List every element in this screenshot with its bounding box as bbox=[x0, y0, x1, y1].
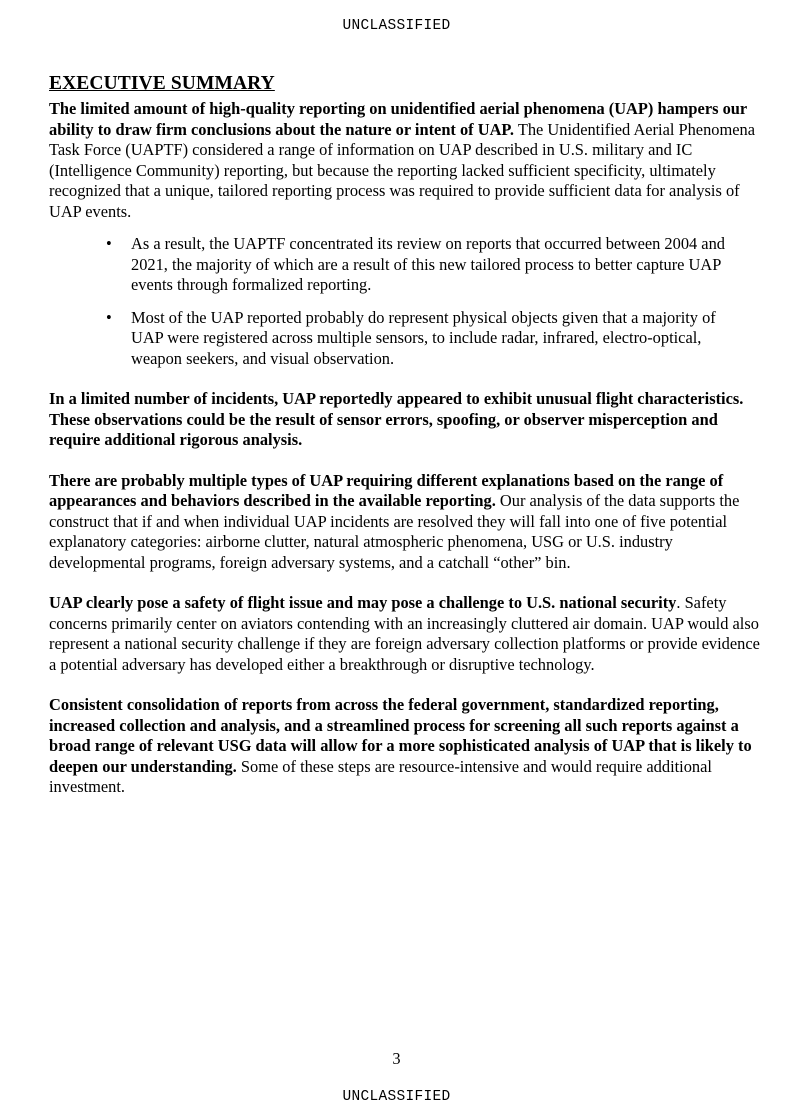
executive-summary-section bbox=[49, 72, 761, 798]
intro-paragraph bbox=[49, 99, 761, 222]
paragraph-body: Some of these steps are resource-intensive and would require additional investment. bbox=[49, 756, 712, 796]
key-points-list bbox=[49, 234, 761, 369]
intro-paragraph-lead: The limited amount of high-quality reporting on unidentified aerial phenomena (UAP) hampers our ability to draw firm conclusions about the nature or intent of UAP. bbox=[49, 99, 747, 139]
list-item-text: Most of the UAP reported probably do represent physical objects given that a majority of UAP were registered across multiple sensors, to include radar, infrared, electro-optical, weapon seekers, and visual observation. bbox=[131, 307, 716, 368]
header-classification-marking: UNCLASSIFIED bbox=[342, 18, 451, 34]
paragraph-lead: UAP clearly pose a safety of flight issue and may pose a challenge to U.S. national security bbox=[49, 593, 677, 612]
section-heading: EXECUTIVE SUMMARY bbox=[49, 73, 275, 94]
paragraph-lead: Consistent consolidation of reports from across the federal government, standardized reporting, increased collection and analysis, and a streamlined process for screening all such reports against a broad range of relevant USG data will allow for a more sophisticated analysis of UAP that is likely to deepen our understanding. bbox=[49, 695, 752, 776]
bullet-icon: • bbox=[106, 234, 112, 253]
finding-paragraph-flight-characteristics bbox=[49, 389, 761, 451]
list-item bbox=[49, 234, 761, 296]
paragraph-lead: There are probably multiple types of UAP requiring different explanations based on the range of appearances and behaviors described in the available reporting. bbox=[49, 470, 724, 510]
finding-paragraph-consolidation bbox=[49, 695, 761, 798]
footer-classification-marking: UNCLASSIFIED bbox=[342, 1089, 451, 1105]
paragraph-lead: In a limited number of incidents, UAP reportedly appeared to exhibit unusual flight characteristics. These observations could be the result of sensor errors, spoofing, or observer misperception and require additional rigorous analysis. bbox=[49, 389, 744, 449]
list-item-text: As a result, the UAPTF concentrated its review on reports that occurred between 2004 and 2021, the majority of which are a result of this new tailored process to better capture UAP events through formalized reporting. bbox=[131, 234, 725, 294]
list-item bbox=[49, 308, 761, 370]
finding-paragraph-safety bbox=[49, 593, 761, 675]
intro-paragraph-body: The Unidentified Aerial Phenomena Task Force (UAPTF) considered a range of information on UAP described in U.S. military and IC (Intelligence Community) reporting, but because the reporting lacked sufficient specificity, ultimately recognized that a unique, tailored reporting process was required to provide sufficient data for analysis of UAP events. bbox=[49, 119, 755, 221]
paragraph-body: Our analysis of the data supports the construct that if and when individual UAP incidents are resolved they will fall into one of five potential explanatory categories: airborne clutter, natural atmospheric phenomena, USG or U.S. industry developmental programs, foreign adversary systems, and a catchall “other” bin. bbox=[49, 491, 740, 572]
paragraph-body: . Safety concerns primarily center on aviators contending with an increasingly cluttered air domain. UAP would also represent a national security challenge if they are foreign adversary collection platforms or provide evidence a potential adversary has developed either a breakthrough or disruptive technology. bbox=[49, 593, 760, 674]
finding-paragraph-uap-types bbox=[49, 471, 761, 574]
bullet-icon: • bbox=[106, 307, 112, 327]
page-number: 3 bbox=[392, 1049, 401, 1068]
